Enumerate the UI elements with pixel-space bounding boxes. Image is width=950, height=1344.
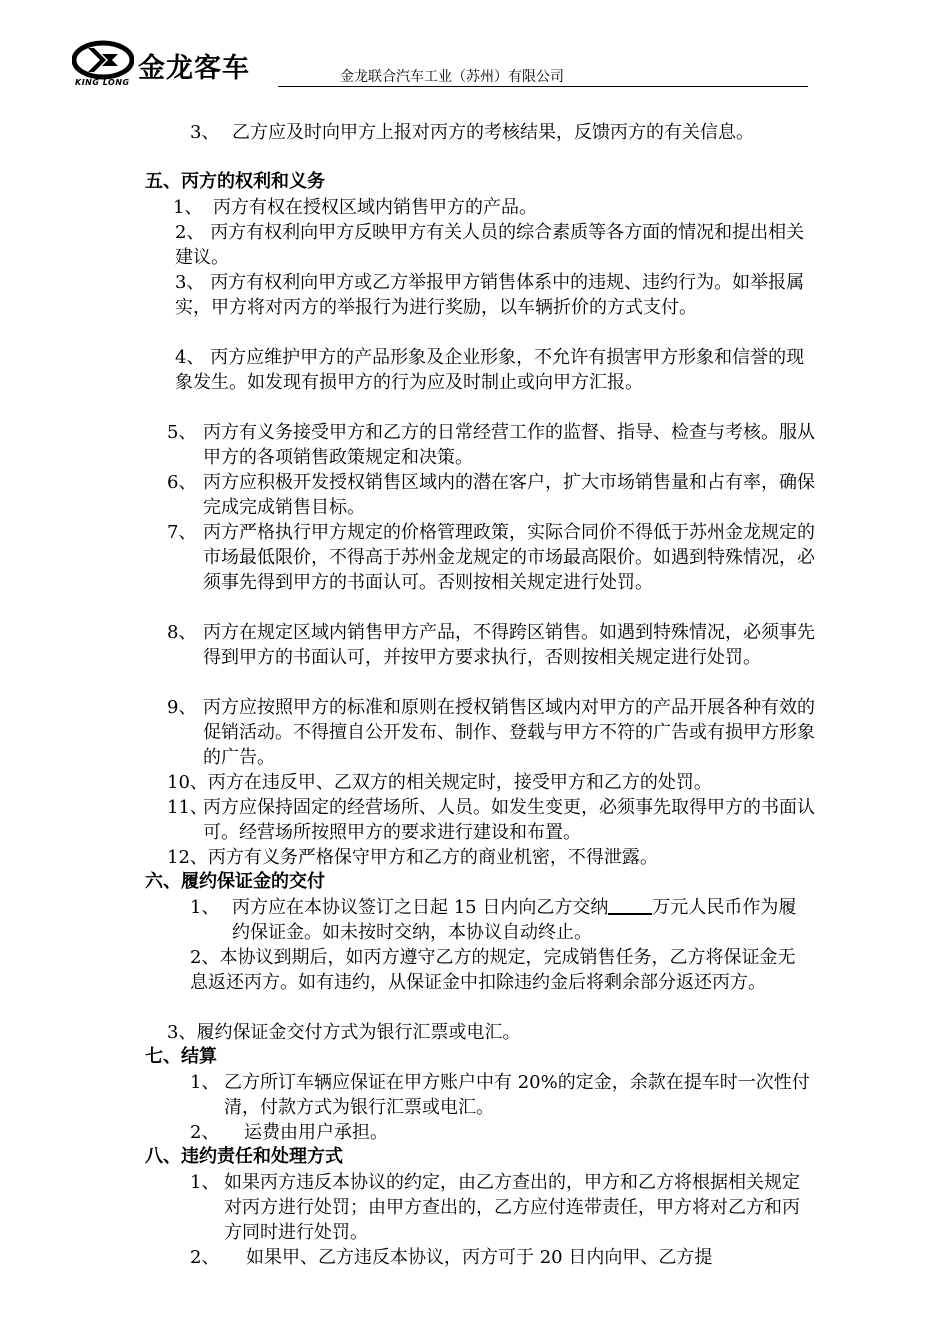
item-number: 8、 — [167, 622, 197, 643]
item-text: 丙方应积极开发授权销售区域内的潜在客户，扩大市场销售量和占有率，确保完成完成销售目标。 — [203, 472, 815, 518]
item-text-body: 履约保证金交付方式为银行汇票或电汇。 — [196, 1022, 521, 1043]
list-item — [175, 220, 815, 270]
item-number: 5、 — [167, 422, 197, 443]
item-number: 2、 — [190, 947, 220, 968]
logo-english-text: KING LONG — [75, 78, 130, 87]
list-item — [167, 795, 827, 845]
item-text — [190, 895, 810, 945]
item-text: 丙方应按照甲方的标准和原则在授权销售区域内对甲方的产品开展各种有效的促销活动。不得擅自公开发布、制作、登载与甲方不符的广告或有损甲方形象的广告。 — [203, 697, 815, 768]
list-item — [167, 520, 827, 595]
item-text — [190, 945, 810, 995]
list-item — [167, 695, 817, 770]
section-heading-5: 五、丙方的权利和义务 — [145, 171, 325, 192]
item-text-body: 丙方在违反甲、乙双方的相关规定时，接受甲方和乙方的处罚。 — [207, 772, 712, 793]
item-text: 丙方有义务接受甲方和乙方的日常经营工作的监督、指导、检查与考核。服从甲方的各项销售政策规定和决策。 — [203, 422, 815, 468]
item-text: 丙方严格执行甲方规定的价格管理政策，实际合同价不得低于苏州金龙规定的市场最低限价，不得高于苏州金龙规定的市场最高限价。如遇到特殊情况，必须事先得到甲方的书面认可。否则按相关规定进行处罚。 — [203, 522, 815, 593]
amount-blank — [608, 899, 652, 915]
list-item — [190, 120, 810, 145]
list-item — [167, 620, 817, 670]
list-item — [190, 1245, 830, 1270]
list-item — [167, 770, 832, 795]
list-item — [190, 1170, 810, 1245]
item-text-body: 丙方有义务严格保守甲方和乙方的商业机密，不得泄露。 — [207, 847, 658, 868]
item-number: 4、 — [175, 347, 205, 368]
item-number: 11、 — [167, 797, 208, 818]
item-number: 10、 — [167, 772, 208, 793]
item-text: 如果甲、乙方违反本协议，丙方可于 20 日内向甲、乙方提 — [246, 1247, 713, 1268]
item-number: 3、 — [175, 272, 205, 293]
item-number: 12、 — [167, 847, 208, 868]
list-item — [190, 945, 810, 995]
item-text: 丙方应保持固定的经营场所、人员。如发生变更，必须事先取得甲方的书面认可。经营场所按照甲方的要求进行建设和布置。 — [203, 797, 815, 843]
list-item — [175, 270, 815, 320]
item-text-part-b: 万元人民币作为履约保证金。如未按时交纳，本协议自动终止。 — [232, 897, 797, 943]
list-item — [190, 1120, 810, 1145]
company-name: 金龙联合汽车工业（苏州）有限公司 — [340, 69, 564, 85]
item-text: 丙方在规定区域内销售甲方产品，不得跨区销售。如遇到特殊情况，必须事先得到甲方的书面认可，并按甲方要求执行，否则按相关规定进行处罚。 — [203, 622, 815, 668]
list-item — [167, 420, 817, 470]
item-text — [167, 845, 827, 870]
item-text-body: 丙方有权利向甲方或乙方举报甲方销售体系中的违规、违约行为。如举报属实，甲方将对丙方的举报行为进行奖励，以车辆折价的方式支付。 — [175, 272, 805, 318]
item-number: 9、 — [167, 697, 197, 718]
item-number: 2、 — [190, 1122, 220, 1143]
item-number: 1、 — [173, 197, 203, 218]
section-heading-7: 七、结算 — [145, 1046, 217, 1067]
item-text — [175, 345, 815, 395]
item-text: 运费由用户承担。 — [244, 1122, 388, 1143]
item-number: 1、 — [190, 897, 220, 918]
list-item — [167, 470, 817, 520]
item-number: 7、 — [167, 522, 197, 543]
king-long-logo — [72, 40, 272, 96]
item-number: 1、 — [190, 1172, 220, 1193]
logo-chinese-text: 金龙客车 — [138, 53, 250, 84]
item-text-body: 丙方应维护甲方的产品形象及企业形象，不允许有损害甲方形象和信誉的现象发生。如发现有损甲方的行为应及时制止或向甲方汇报。 — [175, 347, 805, 393]
item-number: 3、 — [190, 122, 220, 143]
item-text: 如果丙方违反本协议的约定，由乙方查出的，甲方和乙方将根据相关规定对丙方进行处罚；由甲方查出的，乙方应付连带责任，甲方将对乙方和丙方同时进行处罚。 — [224, 1172, 800, 1243]
list-item — [167, 845, 827, 870]
list-item — [175, 345, 815, 395]
item-text — [175, 270, 815, 320]
item-number: 1、 — [190, 1072, 220, 1093]
item-text — [167, 770, 832, 795]
item-text: 乙方所订车辆应保证在甲方账户中有 20%的定金，余款在提车时一次性付清，付款方式为银行汇票或电汇。 — [224, 1072, 810, 1118]
item-text: 丙方有权在授权区域内销售甲方的产品。 — [213, 197, 537, 218]
list-item — [190, 1070, 810, 1120]
section-heading-6: 六、履约保证金的交付 — [145, 871, 325, 892]
item-text-body: 丙方有权利向甲方反映甲方有关人员的综合素质等各方面的情况和提出相关建议。 — [175, 222, 805, 268]
item-text-body: 本协议到期后，如丙方遵守乙方的规定，完成销售任务，乙方将保证金无息返还丙方。如有违约，从保证金中扣除违约金后将剩余部分返还丙方。 — [190, 947, 796, 993]
item-number: 2、 — [175, 222, 205, 243]
item-number: 6、 — [167, 472, 197, 493]
item-text-part-a: 丙方应在本协议签订之日起 15 日内向乙方交纳 — [232, 897, 609, 918]
section-heading-8: 八、违约责任和处理方式 — [145, 1146, 343, 1167]
item-text — [167, 1020, 817, 1045]
list-item — [173, 195, 823, 220]
list-item — [167, 1020, 817, 1045]
item-number: 3、 — [167, 1022, 197, 1043]
item-number: 2、 — [190, 1247, 220, 1268]
list-item — [190, 895, 810, 945]
item-text: 乙方应及时向甲方上报对丙方的考核结果，反馈丙方的有关信息。 — [232, 122, 754, 143]
king-long-emblem-icon — [72, 40, 134, 80]
header-divider — [278, 86, 808, 87]
item-text — [175, 220, 815, 270]
